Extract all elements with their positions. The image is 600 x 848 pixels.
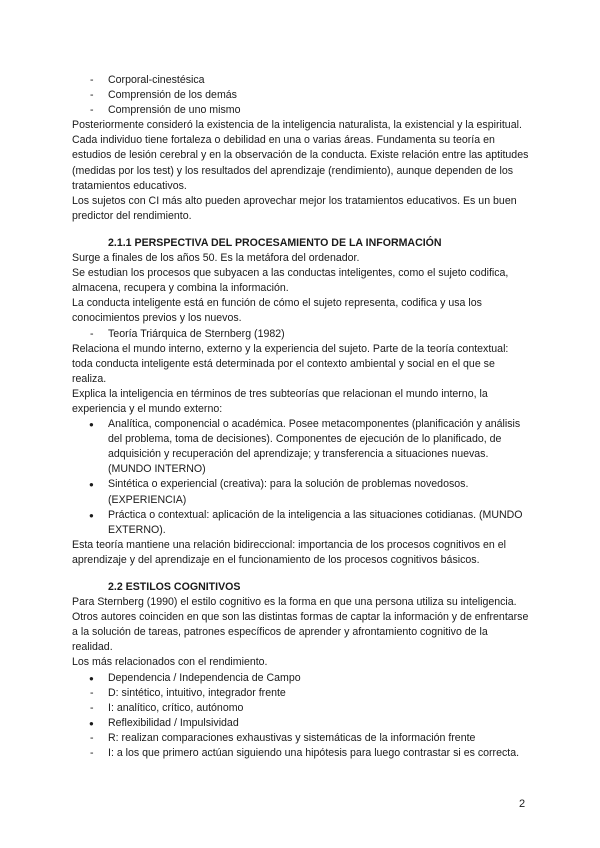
list-item-text: R: realizan comparaciones exhaustivas y sistemáticas de la información frente [108, 731, 476, 744]
bullet-marker: ● [89, 718, 94, 728]
list-item-text: Comprensión de uno mismo [108, 104, 241, 117]
document-page [72, 73, 530, 761]
page-number: 2 [519, 798, 526, 810]
paragraph: Para Sternberg (1990) el estilo cognitivo es la forma en que una persona utiliza su inteligencia. [72, 596, 517, 609]
bullet-item [72, 671, 530, 686]
dash-marker: - [90, 74, 94, 86]
list-item [72, 103, 530, 118]
dash-marker: - [90, 686, 94, 699]
dash-marker: - [90, 701, 94, 714]
paragraph: Otros autores coinciden en que son las distintas formas de captar la información y de enfrentarse a la solución de tareas, patrones específicos de aprender y afrontamiento cognitivo de la realidad. [72, 611, 529, 654]
paragraph: Surge a finales de los años 50. Es la metáfora del ordenador. [72, 252, 360, 265]
list-item-text: I: a los que primero actúan siguiendo una hipótesis para luego contrastar si es correcta. [108, 747, 520, 760]
list-item [72, 73, 530, 88]
paragraph: La conducta inteligente está en función de cómo el sujeto representa, codifica y usa los conocimientos previos y los nuevos. [72, 297, 482, 325]
list-item-text: Comprensión de los demás [108, 89, 237, 102]
bullet-item [72, 477, 530, 507]
dash-marker: - [90, 104, 94, 117]
list-item-text: I: analítico, crítico, autónomo [108, 701, 244, 714]
dash-marker: - [90, 731, 94, 744]
bullet-item [72, 508, 530, 538]
list-item [72, 746, 530, 761]
bullet-marker: ● [89, 480, 94, 490]
list-item-text: D: sintético, intuitivo, integrador frente [108, 686, 286, 699]
bullet-marker: ● [89, 420, 94, 430]
bullet-text: Sintética o experiencial (creativa): para la solución de problemas novedosos. (EXPERIENCIA) [108, 478, 469, 506]
list-item [72, 686, 530, 701]
list-item [72, 701, 530, 716]
list-item [72, 731, 530, 746]
bullet-marker: ● [89, 510, 94, 520]
paragraph: Los sujetos con CI más alto pueden aprovechar mejor los tratamientos educativos. Es un buen predictor del rendimiento. [72, 194, 517, 222]
paragraph: Los más relacionados con el rendimiento. [72, 656, 268, 669]
list-item-text: Corporal-cinestésica [108, 74, 205, 86]
paragraph: Explica la inteligencia en términos de tres subteorías que relacionan el mundo interno, la experiencia y el mundo externo: [72, 387, 488, 415]
paragraph: Posteriormente consideró la existencia de la inteligencia naturalista, la existencial y la espiritual. Cada individuo tiene fortaleza o debilidad en una o varias áreas. Fundamenta su teoría en estudios de lesión cerebral y en la observación de la conducta. Existe relación entre las aptitudes (medidas por los test) y los resultados del aprendizaje (rendimiento), aunque dependen de los tratamientos educativos. [72, 119, 529, 192]
bullet-text: Dependencia / Independencia de Campo [108, 671, 301, 684]
bullet-item [72, 716, 530, 731]
list-item [72, 88, 530, 103]
bullet-text: Práctica o contextual: aplicación de la inteligencia a las situaciones cotidianas. (MUNDO EXTERNO). [108, 508, 523, 536]
bullet-text: Analítica, componencial o académica. Posee metacomponentes (planificación y análisis del problema, toma de decisiones). Componentes de ejecución de lo planificado, de adquisición y recuperación del aprendizaje; y transferencia a situaciones nuevas. (MUNDO INTERNO) [108, 418, 521, 476]
dash-marker: - [90, 89, 94, 102]
bullet-text: Reflexibilidad / Impulsividad [108, 716, 239, 729]
paragraph: Relaciona el mundo interno, externo y la experiencia del sujeto. Parte de la teoría contextual: toda conducta inteligente está determinada por el contexto ambiental y social en el que se realiza. [72, 342, 509, 385]
paragraph: Esta teoría mantiene una relación bidireccional: importancia de los procesos cognitivos en el aprendizaje y del aprendizaje en el funcionamiento de los procesos cognitivos básicos. [72, 538, 506, 566]
list-item-text: Teoría Triárquica de Sternberg (1982) [108, 327, 285, 340]
bullet-marker: ● [89, 673, 94, 683]
list-item [72, 327, 530, 342]
section-heading: 2.1.1 PERSPECTIVA DEL PROCESAMIENTO DE LA INFORMACIÓN [108, 236, 442, 249]
dash-marker: - [90, 747, 94, 760]
section-heading: 2.2 ESTILOS COGNITIVOS [108, 581, 241, 593]
dash-marker: - [90, 327, 94, 340]
paragraph: Se estudian los procesos que subyacen a las conductas inteligentes, como el sujeto codifica, almacena, recupera y combina la información. [72, 267, 509, 295]
bullet-item [72, 417, 530, 477]
